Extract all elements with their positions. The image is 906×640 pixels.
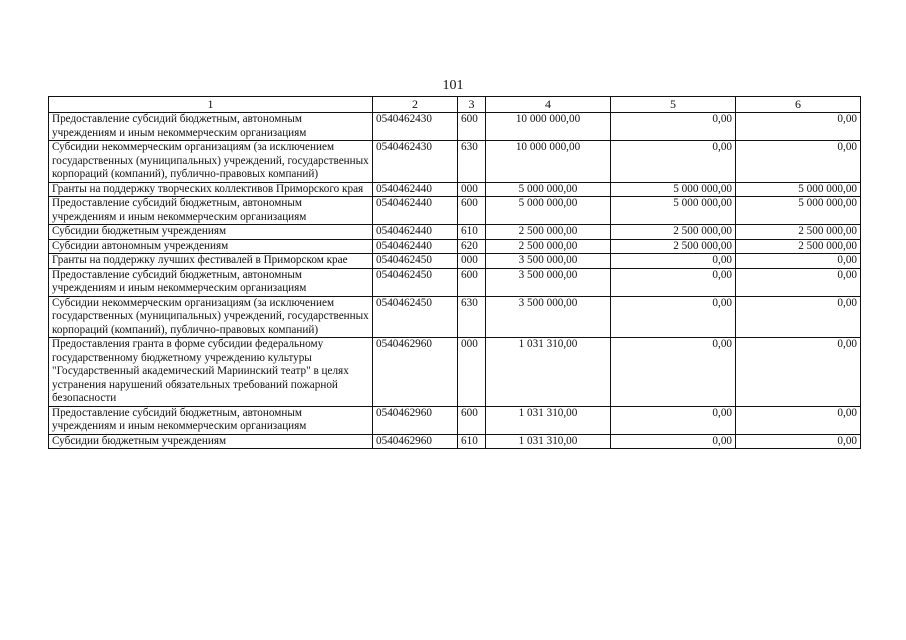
row-value-6-cell: 2 500 000,00: [736, 239, 861, 254]
row-type-cell: 600: [458, 268, 486, 296]
row-value-5-cell: 2 500 000,00: [611, 239, 736, 254]
row-name-cell: Предоставления гранта в форме субсидии федеральному государственному бюджетному учреждению культуры "Государственный академический Мариинский театр" в целях устранения нарушений обязательных требований пожарной безопасности: [49, 338, 373, 407]
row-name-cell: Субсидии некоммерческим организациям (за исключением государственных (муниципальных) учреждений, государственных корпораций (компаний), публично-правовых компаний): [49, 141, 373, 183]
row-value-4-cell: 3 500 000,00: [486, 254, 611, 269]
budget-table: [48, 96, 861, 449]
row-value-6-cell: 0,00: [736, 296, 861, 338]
table-row: [49, 113, 861, 141]
row-value-6-cell: 5 000 000,00: [736, 197, 861, 225]
row-value-4-cell: 10 000 000,00: [486, 113, 611, 141]
table-header-row: [49, 97, 861, 113]
row-name-cell: Гранты на поддержку лучших фестивалей в Приморском крае: [49, 254, 373, 269]
row-name-cell: Предоставление субсидий бюджетным, автономным учреждениям и иным некоммерческим организациям: [49, 197, 373, 225]
row-value-6-cell: 0,00: [736, 113, 861, 141]
row-value-5-cell: 0,00: [611, 406, 736, 434]
page-number: 101: [442, 78, 464, 93]
table-row: [49, 141, 861, 183]
row-code-cell: 0540462440: [373, 197, 458, 225]
row-code-cell: 0540462450: [373, 268, 458, 296]
row-name-cell: Субсидии бюджетным учреждениям: [49, 225, 373, 240]
row-code-cell: 0540462960: [373, 434, 458, 449]
row-value-5-cell: 0,00: [611, 113, 736, 141]
table-row: [49, 197, 861, 225]
row-value-5-cell: 0,00: [611, 268, 736, 296]
row-type-cell: 000: [458, 338, 486, 407]
row-value-4-cell: 1 031 310,00: [486, 338, 611, 407]
row-type-cell: 000: [458, 254, 486, 269]
row-value-4-cell: 3 500 000,00: [486, 268, 611, 296]
table-row: [49, 182, 861, 197]
row-value-4-cell: 1 031 310,00: [486, 406, 611, 434]
row-value-6-cell: 0,00: [736, 434, 861, 449]
row-type-cell: 610: [458, 225, 486, 240]
row-name-cell: Предоставление субсидий бюджетным, автономным учреждениям и иным некоммерческим организациям: [49, 406, 373, 434]
row-type-cell: 630: [458, 141, 486, 183]
row-value-5-cell: 2 500 000,00: [611, 225, 736, 240]
row-value-4-cell: 1 031 310,00: [486, 434, 611, 449]
row-code-cell: 0540462430: [373, 113, 458, 141]
table-row: [49, 225, 861, 240]
column-header: 3: [458, 97, 486, 113]
row-type-cell: 600: [458, 197, 486, 225]
column-header: 1: [49, 97, 373, 113]
row-code-cell: 0540462450: [373, 254, 458, 269]
row-code-cell: 0540462430: [373, 141, 458, 183]
row-value-6-cell: 0,00: [736, 406, 861, 434]
table-row: [49, 338, 861, 407]
row-code-cell: 0540462440: [373, 239, 458, 254]
row-value-4-cell: 10 000 000,00: [486, 141, 611, 183]
row-value-5-cell: 0,00: [611, 141, 736, 183]
row-code-cell: 0540462960: [373, 338, 458, 407]
row-type-cell: 610: [458, 434, 486, 449]
row-code-cell: 0540462450: [373, 296, 458, 338]
row-type-cell: 630: [458, 296, 486, 338]
row-type-cell: 000: [458, 182, 486, 197]
table-row: [49, 254, 861, 269]
row-code-cell: 0540462440: [373, 225, 458, 240]
row-type-cell: 620: [458, 239, 486, 254]
column-header: 6: [736, 97, 861, 113]
row-code-cell: 0540462440: [373, 182, 458, 197]
row-value-4-cell: 5 000 000,00: [486, 197, 611, 225]
row-value-4-cell: 5 000 000,00: [486, 182, 611, 197]
row-name-cell: Субсидии бюджетным учреждениям: [49, 434, 373, 449]
row-value-4-cell: 2 500 000,00: [486, 239, 611, 254]
table-row: [49, 239, 861, 254]
row-name-cell: Предоставление субсидий бюджетным, автономным учреждениям и иным некоммерческим организациям: [49, 113, 373, 141]
row-value-5-cell: 0,00: [611, 254, 736, 269]
row-name-cell: Субсидии автономным учреждениям: [49, 239, 373, 254]
row-value-5-cell: 5 000 000,00: [611, 197, 736, 225]
row-value-5-cell: 0,00: [611, 296, 736, 338]
row-value-6-cell: 0,00: [736, 268, 861, 296]
row-type-cell: 600: [458, 113, 486, 141]
table-row: [49, 434, 861, 449]
row-value-5-cell: 5 000 000,00: [611, 182, 736, 197]
column-header: 2: [373, 97, 458, 113]
row-value-6-cell: 0,00: [736, 338, 861, 407]
row-name-cell: Субсидии некоммерческим организациям (за исключением государственных (муниципальных) учреждений, государственных корпораций (компаний), публично-правовых компаний): [49, 296, 373, 338]
row-value-4-cell: 3 500 000,00: [486, 296, 611, 338]
row-type-cell: 600: [458, 406, 486, 434]
row-name-cell: Гранты на поддержку творческих коллективов Приморского края: [49, 182, 373, 197]
row-name-cell: Предоставление субсидий бюджетным, автономным учреждениям и иным некоммерческим организациям: [49, 268, 373, 296]
column-header: 4: [486, 97, 611, 113]
row-value-6-cell: 0,00: [736, 141, 861, 183]
row-value-6-cell: 0,00: [736, 254, 861, 269]
row-value-5-cell: 0,00: [611, 434, 736, 449]
row-value-4-cell: 2 500 000,00: [486, 225, 611, 240]
row-value-6-cell: 5 000 000,00: [736, 182, 861, 197]
row-value-5-cell: 0,00: [611, 338, 736, 407]
table-row: [49, 296, 861, 338]
row-code-cell: 0540462960: [373, 406, 458, 434]
row-value-6-cell: 2 500 000,00: [736, 225, 861, 240]
table-row: [49, 406, 861, 434]
column-header: 5: [611, 97, 736, 113]
table-row: [49, 268, 861, 296]
